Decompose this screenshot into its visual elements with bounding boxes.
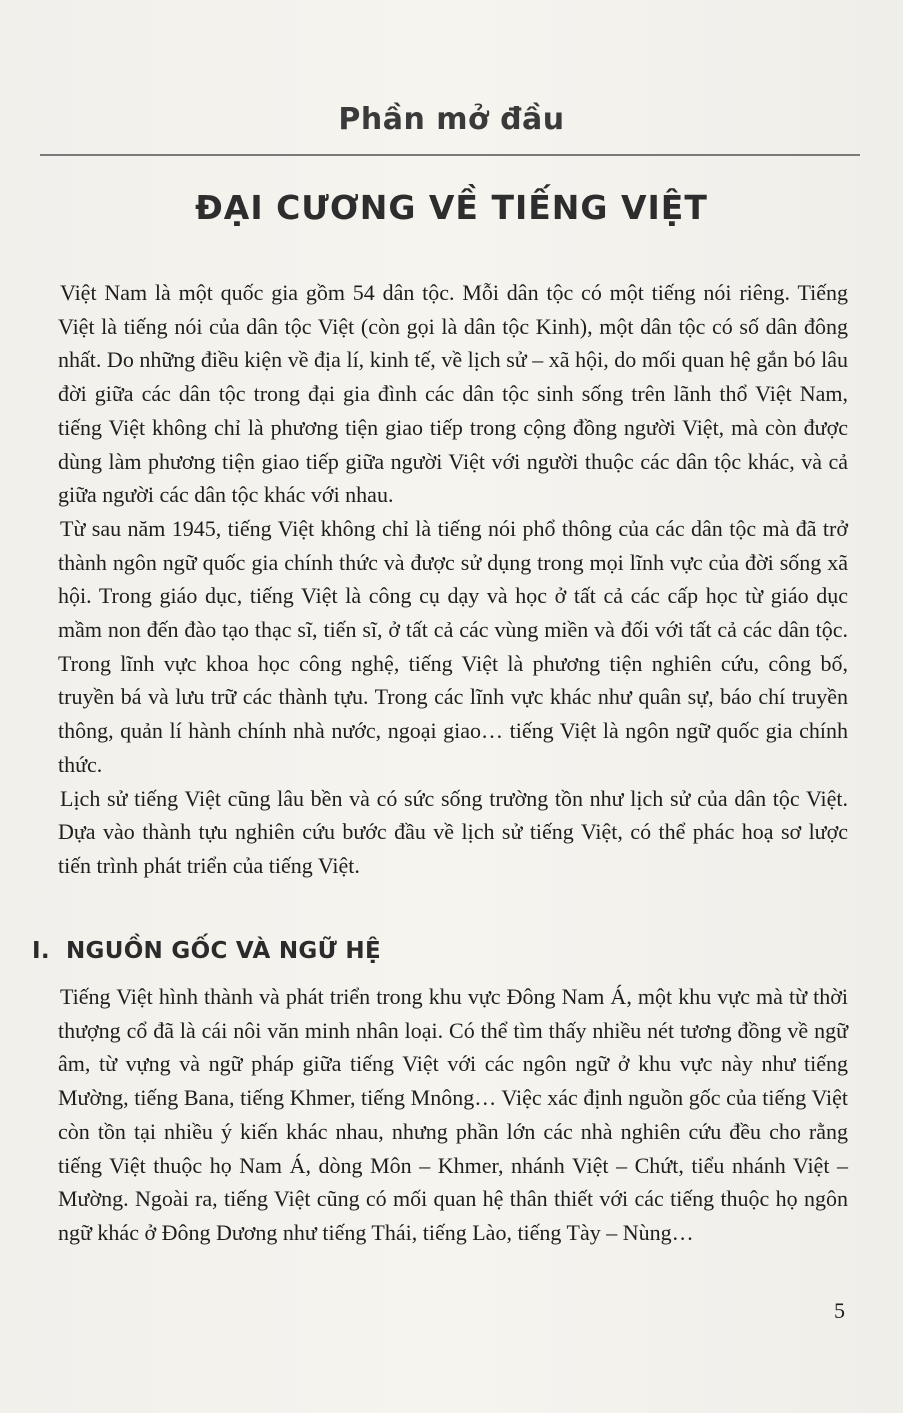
section-title: NGUỒN GỐC VÀ NGỮ HỆ	[66, 938, 381, 964]
chapter-title: ĐẠI CƯƠNG VỀ TIẾNG VIỆT	[195, 188, 708, 227]
intro-text	[58, 276, 848, 883]
section-label: Phần mở đầu	[338, 102, 565, 137]
page-number: 5	[834, 1298, 845, 1323]
section-heading	[32, 938, 381, 964]
intro-paragraph: Từ sau năm 1945, tiếng Việt không chỉ là tiếng nói phổ thông của các dân tộc mà đã trở thành ngôn ngữ quốc gia chính thức và được sử dụng trong mọi lĩnh vực của đời sống xã hội. Trong giáo dục, tiếng Việt là công cụ dạy và học ở tất cả các cấp học từ giáo dục mầm non đến đào tạo thạc sĩ, tiến sĩ, ở tất cả các vùng miền và đối với tất cả các dân tộc. Trong lĩnh vực khoa học công nghệ, tiếng Việt là phương tiện nghiên cứu, công bố, truyền bá và lưu trữ các thành tựu. Trong các lĩnh vực khác như quân sự, báo chí truyền thông, quản lí hành chính nhà nước, ngoại giao… tiếng Việt là ngôn ngữ quốc gia chính thức.	[58, 515, 848, 777]
intro-paragraph: Lịch sử tiếng Việt cũng lâu bền và có sức sống trường tồn như lịch sử của dân tộc Việt. Dựa vào thành tựu nghiên cứu bước đầu về lịch sử tiếng Việt, có thể phác hoạ sơ lược tiến trình phát triển của tiếng Việt.	[58, 785, 848, 878]
section-text	[58, 980, 848, 1250]
section-number: I.	[32, 938, 50, 964]
section-paragraph: Tiếng Việt hình thành và phát triển trong khu vực Đông Nam Á, một khu vực mà từ thời thượng cổ đã là cái nôi văn minh nhân loại. Có thể tìm thấy nhiều nét tương đồng về ngữ âm, từ vựng và ngữ pháp giữa tiếng Việt với các ngôn ngữ ở khu vực này như tiếng Mường, tiếng Bana, tiếng Khmer, tiếng Mnông… Việc xác định nguồn gốc của tiếng Việt còn tồn tại nhiều ý kiến khác nhau, nhưng phần lớn các nhà nghiên cứu đều cho rằng tiếng Việt thuộc họ Nam Á, dòng Môn – Khmer, nhánh Việt – Chứt, tiểu nhánh Việt – Mường. Ngoài ra, tiếng Việt cũng có mối quan hệ thân thiết với các tiếng thuộc họ ngôn ngữ khác ở Đông Dương như tiếng Thái, tiếng Lào, tiếng Tày – Nùng…	[58, 984, 848, 1245]
header-rule	[40, 154, 860, 156]
intro-paragraph: Việt Nam là một quốc gia gồm 54 dân tộc. Mỗi dân tộc có một tiếng nói riêng. Tiếng Việt là tiếng nói của dân tộc Việt (còn gọi là dân tộc Kinh), một dân tộc có số dân đông nhất. Do những điều kiện về địa lí, kinh tế, về lịch sử – xã hội, do mối quan hệ gắn bó lâu đời giữa các dân tộc trong đại gia đình các dân tộc sinh sống trên lãnh thổ Việt Nam, tiếng Việt không chỉ là phương tiện giao tiếp trong cộng đồng người Việt, mà còn được dùng làm phương tiện giao tiếp giữa người Việt với người thuộc các dân tộc khác, và cả giữa người các dân tộc khác với nhau.	[58, 280, 848, 508]
